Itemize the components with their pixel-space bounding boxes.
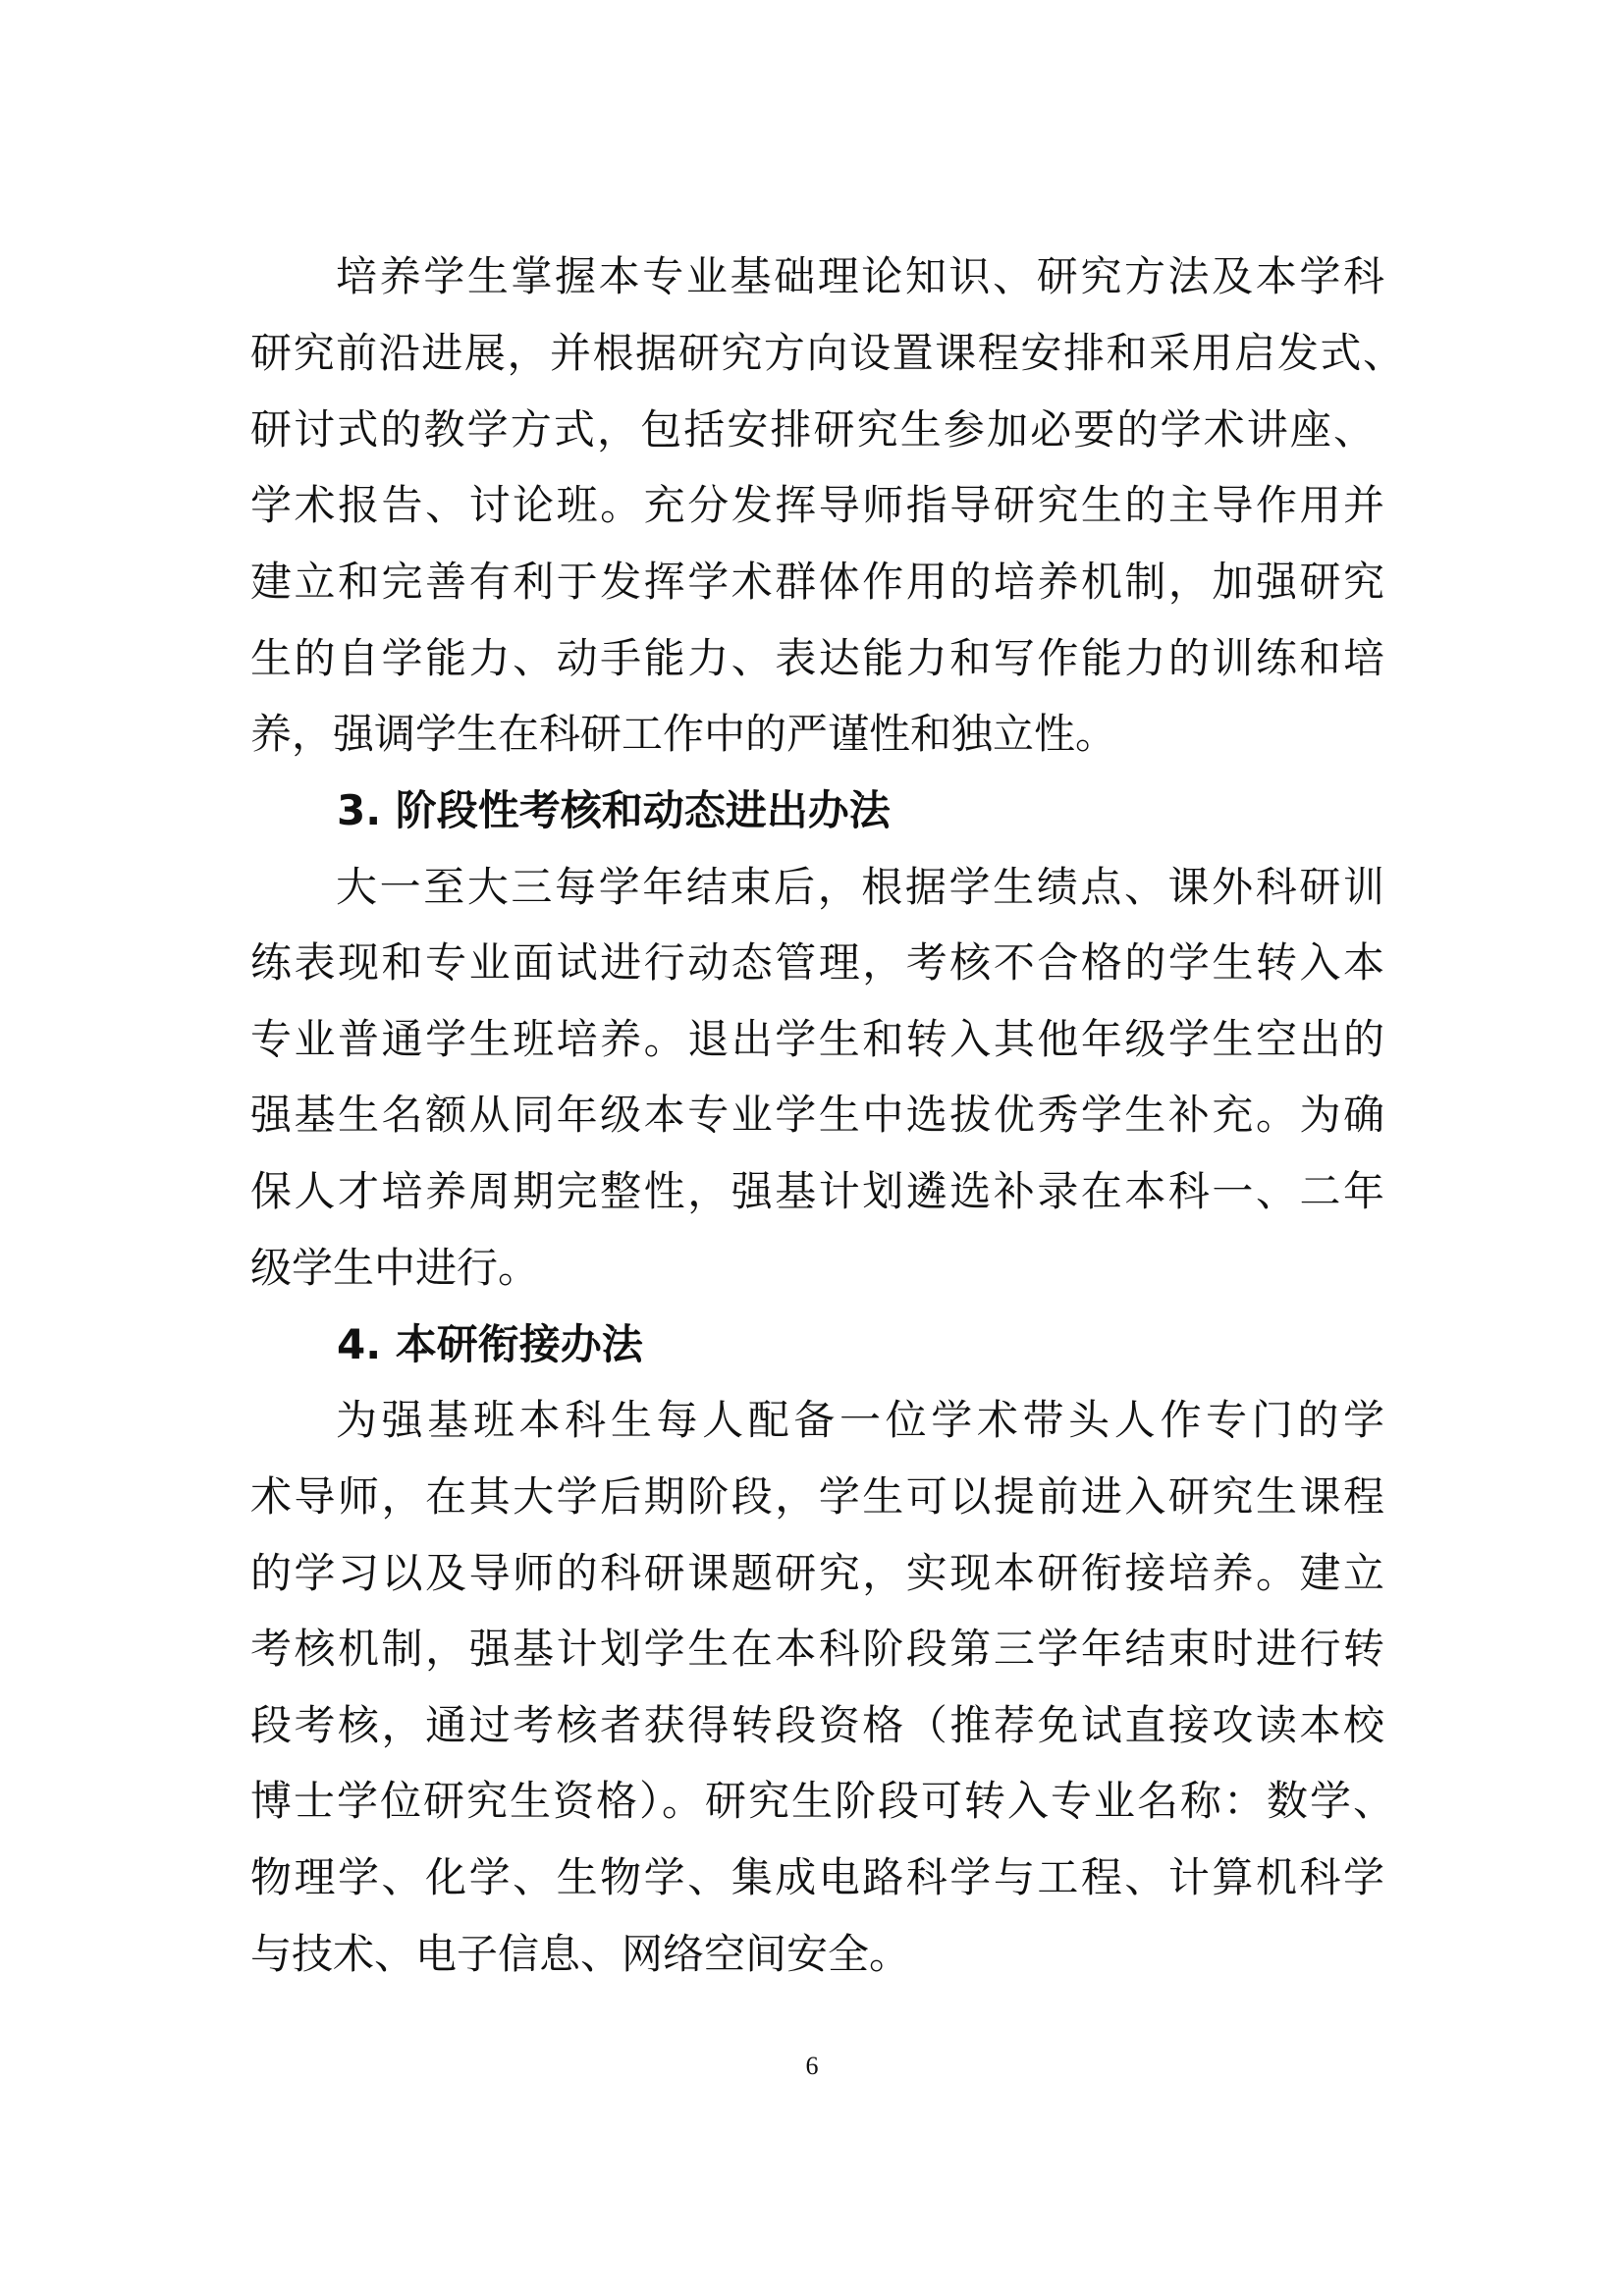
- page-number: 6: [805, 2052, 819, 2080]
- paragraph-3-line-8: 与技术、电子信息、网络空间安全。: [250, 1930, 911, 1978]
- paragraph-1-line-3: 研讨式的教学方式，包括安排研究生参加必要的学术讲座、: [250, 405, 1375, 454]
- paragraph-3-line-6: 博士学位研究生资格）。研究生阶段可转入专业名称：数学、: [250, 1777, 1394, 1825]
- paragraph-3-line-1: 为强基班本科生每人配备一位学术带头人作专门的学: [336, 1396, 1384, 1444]
- paragraph-1-line-1: 培养学生掌握本专业基础理论知识、研究方法及本学科: [336, 252, 1384, 300]
- paragraph-3-line-4: 考核机制，强基计划学生在本科阶段第三学年结束时进行转: [250, 1625, 1384, 1673]
- paragraph-2-line-5: 保人才培养周期完整性，强基计划遴选补录在本科一、二年: [250, 1167, 1384, 1215]
- section-heading-3: 3. 阶段性考核和动态进出办法: [337, 786, 891, 834]
- paragraph-2-line-2: 练表现和专业面试进行动态管理，考核不合格的学生转入本: [250, 938, 1384, 987]
- paragraph-1-line-4: 学术报告、讨论班。充分发挥导师指导研究生的主导作用并: [250, 481, 1384, 529]
- paragraph-1-line-7: 养，强调学生在科研工作中的严谨性和独立性。: [250, 710, 1117, 758]
- paragraph-3-line-5: 段考核，通过考核者获得转段资格（推荐免试直接攻读本校: [250, 1701, 1384, 1749]
- paragraph-3-line-7: 物理学、化学、生物学、集成电路科学与工程、计算机科学: [250, 1853, 1384, 1901]
- paragraph-2-line-6: 级学生中进行。: [250, 1244, 540, 1292]
- paragraph-2-line-1: 大一至大三每学年结束后，根据学生绩点、课外科研训: [336, 863, 1384, 911]
- paragraph-3-line-3: 的学习以及导师的科研课题研究，实现本研衔接培养。建立: [250, 1549, 1384, 1597]
- paragraph-2-line-3: 专业普通学生班培养。退出学生和转入其他年级学生空出的: [250, 1015, 1384, 1063]
- paragraph-1-line-6: 生的自学能力、动手能力、表达能力和写作能力的训练和培: [250, 634, 1384, 682]
- paragraph-1-line-5: 建立和完善有利于发挥学术群体作用的培养机制，加强研究: [250, 558, 1384, 606]
- section-heading-4: 4. 本研衔接办法: [337, 1320, 643, 1368]
- paragraph-2-line-4: 强基生名额从同年级本专业学生中选拔优秀学生补充。为确: [250, 1091, 1384, 1139]
- paragraph-3-line-2: 术导师，在其大学后期阶段，学生可以提前进入研究生课程: [250, 1472, 1384, 1521]
- paragraph-1-line-2: 研究前沿进展，并根据研究方向设置课程安排和采用启发式、: [250, 329, 1404, 377]
